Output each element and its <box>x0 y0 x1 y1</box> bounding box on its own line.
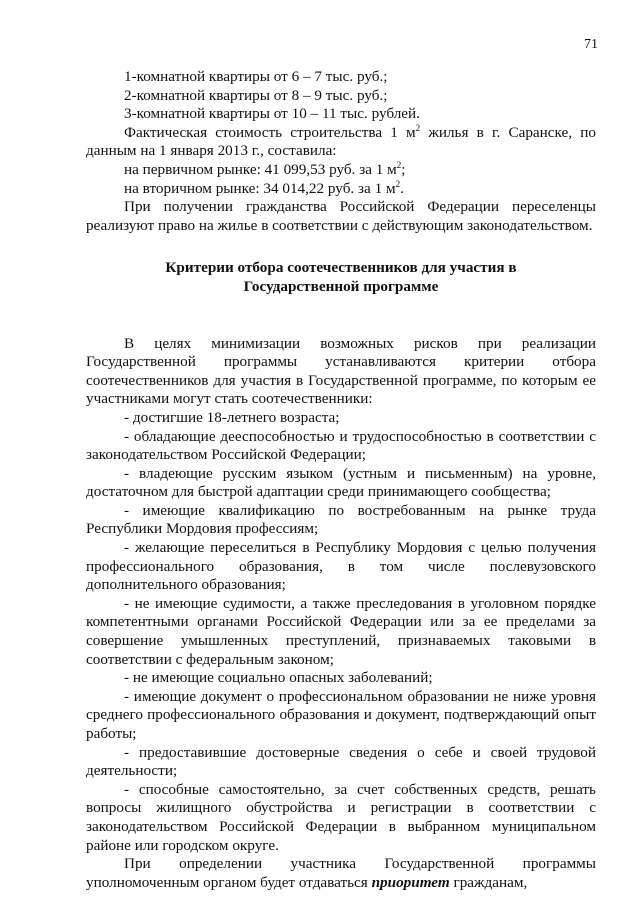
criterion-item: - не имеющие социально опасных заболеваний; <box>124 669 433 687</box>
primary-market-line: на первичном рынке: 41 099,53 руб. за 1 $м^2$; <box>124 159 406 178</box>
priority-paragraph: При определении участника Государственной программы уполномоченным органом будет отдаваться приоритет гражданам, <box>86 855 596 891</box>
apartment-line-2: 2-комнатной квартиры от 8 – 9 тыс. руб.; <box>124 86 388 104</box>
page-number: 71 <box>584 37 598 52</box>
intro-paragraph: В целях минимизации возможных рисков при реализации Государственной программы устанавливаются критерии отбора соотечественников для участия в Государственной программе, по которым ее участниками могут стать соотечественники: <box>86 334 596 408</box>
construction-cost-paragraph: Фактическая стоимость строительства 1 $м^2$ жилья в г. Саранске, по данным на 1 января 2013 г., составила: <box>86 122 596 160</box>
priority-emphasis: приоритет <box>371 873 450 891</box>
apartment-line-1: 1-комнатной квартиры от 6 – 7 тыс. руб.; <box>124 68 388 85</box>
document-body <box>86 68 596 892</box>
criterion-item: - обладающие дееспособностью и трудоспособностью в соответствии с законодательством Российской Федерации; <box>86 427 596 464</box>
secondary-market-line: на вторичном рынке: 34 014,22 руб. за 1 $м^2$. <box>124 178 404 197</box>
criterion-item: - владеющие русским языком (устным и письменным) на уровне, достаточном для быстрой адаптации среди принимающего сообщества; <box>86 464 596 501</box>
criterion-item: - желающие переселиться в Республику Мордовия с целью получения профессионального образования, в том числе послевузовского дополнительного образования; <box>86 539 596 594</box>
citizenship-paragraph: При получении гражданства Российской Федерации переселенцы реализуют право на жилье в соответствии с действующим законодательством. <box>86 198 596 234</box>
criterion-item: - имеющие квалификацию по востребованным на рынке труда Республики Мордовия профессиям; <box>86 501 596 538</box>
criterion-item: - достигшие 18-летнего возраста; <box>124 408 340 426</box>
criterion-item: - способные самостоятельно, за счет собственных средств, решать вопросы жилищного обустройства и регистрации в соответствии с законодательством Российской Федерации в выбранном муниципальном районе или городском округе. <box>86 780 596 854</box>
criterion-item: - не имеющие судимости, а также преследования в уголовном порядке компетентными органами Российской Федерации или за ее пределами за совершение умышленных преступлений, признаваемых таковыми в соответствии с федеральным законом; <box>86 594 596 668</box>
criterion-item: - предоставившие достоверные сведения о себе и своей трудовой деятельности; <box>86 743 596 780</box>
apartment-line-3: 3-комнатной квартиры от 10 – 11 тыс. рублей. <box>124 105 420 123</box>
section-heading: Критерии отбора соотечественников для участия в Государственной программе <box>165 259 517 295</box>
criterion-item: - имеющие документ о профессиональном образовании не ниже уровня среднего профессионального образования и документ, подтверждающий опыт работы; <box>86 687 596 742</box>
